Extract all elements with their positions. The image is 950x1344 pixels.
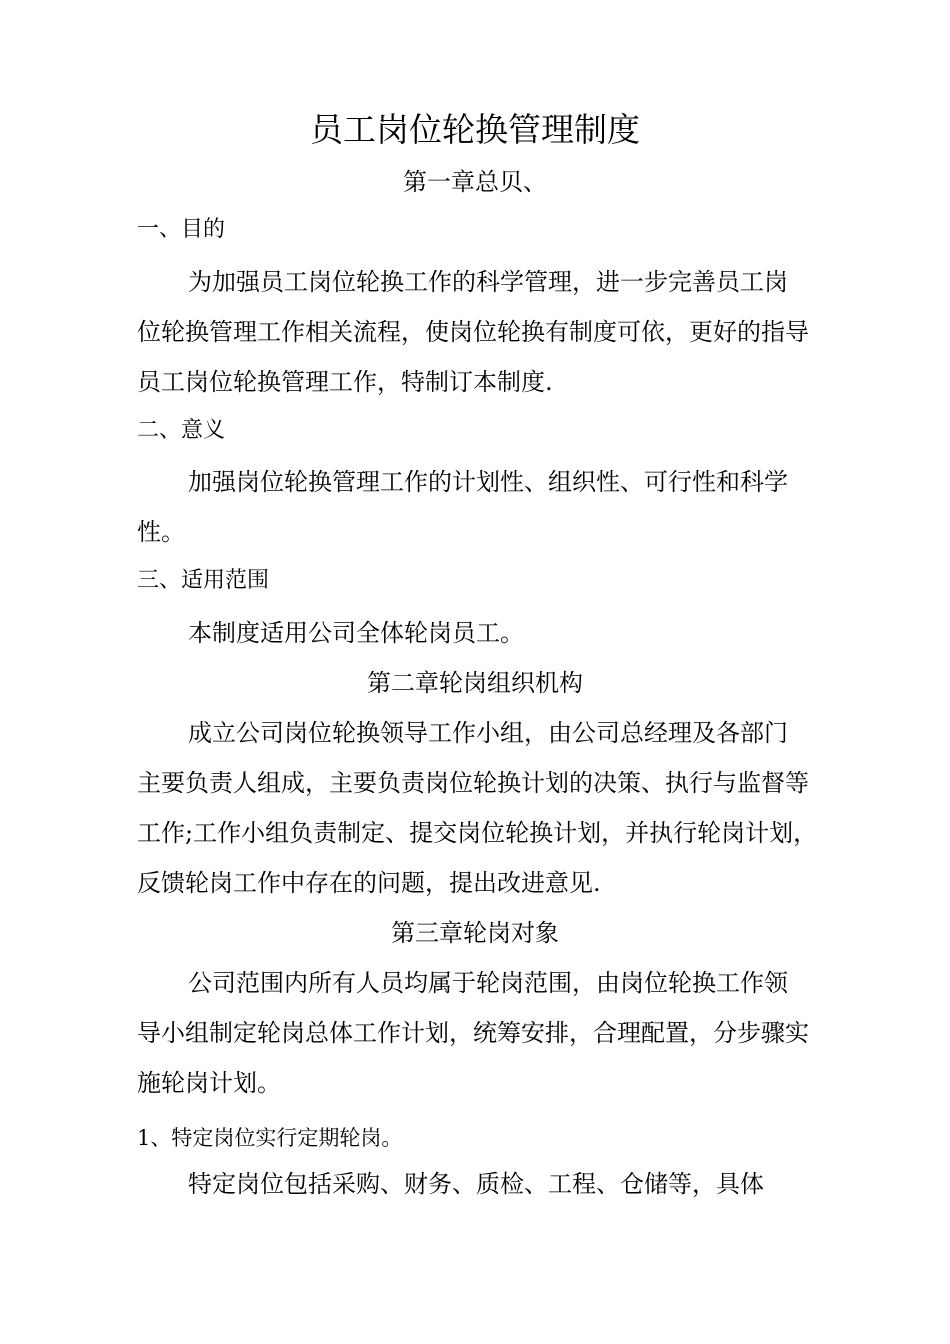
section-2-heading: 二、意义	[137, 418, 226, 443]
chapter-2-line-4: 反馈轮岗工作中存在的问题，提出改进意见.	[137, 869, 601, 897]
section-1-line-3: 员工岗位轮换管理工作，特制订本制度.	[137, 368, 553, 396]
chapter-2-line-1: 成立公司岗位轮换领导工作小组，由公司总经理及各部门	[188, 719, 788, 747]
chapter-3-heading: 第三章轮岗对象	[391, 919, 559, 947]
chapter-3-line-1: 公司范围内所有人员均属于轮岗范围，由岗位轮换工作领	[188, 969, 788, 997]
item-1-heading: 1、特定岗位实行定期轮岗。	[137, 1126, 403, 1150]
section-3-heading: 三、适用范围	[137, 568, 270, 593]
section-3-line-1: 本制度适用公司全体轮岗员工。	[188, 619, 524, 647]
chapter-2-heading: 第二章轮岗组织机构	[367, 669, 583, 697]
chapter-1-heading: 第一章总贝、	[403, 168, 547, 196]
section-2-line-1: 加强岗位轮换管理工作的计划性、组织性、可行性和科学	[188, 468, 788, 496]
section-1-line-1: 为加强员工岗位轮换工作的科学管理，进一步完善员工岗	[188, 268, 788, 296]
section-1-heading: 一、目的	[137, 217, 226, 242]
chapter-2-line-2: 主要负责人组成，主要负责岗位轮换计划的决策、执行与监督等	[137, 769, 809, 797]
chapter-3-line-3: 施轮岗计划。	[137, 1069, 281, 1097]
section-2-line-2: 性。	[137, 518, 185, 546]
chapter-2-line-3: 工作;工作小组负责制定、提交岗位轮换计划，并执行轮岗计划，	[137, 819, 818, 847]
chapter-3-line-2: 导小组制定轮岗总体工作计划，统筹安排，合理配置，分步骤实	[137, 1019, 809, 1047]
item-1-line-1: 特定岗位包括采购、财务、质检、工程、仓储等，具体	[188, 1170, 764, 1198]
document-title: 员工岗位轮换管理制度	[310, 110, 640, 149]
section-1-line-2: 位轮换管理工作相关流程，使岗位轮换有制度可依，更好的指导	[137, 318, 809, 346]
